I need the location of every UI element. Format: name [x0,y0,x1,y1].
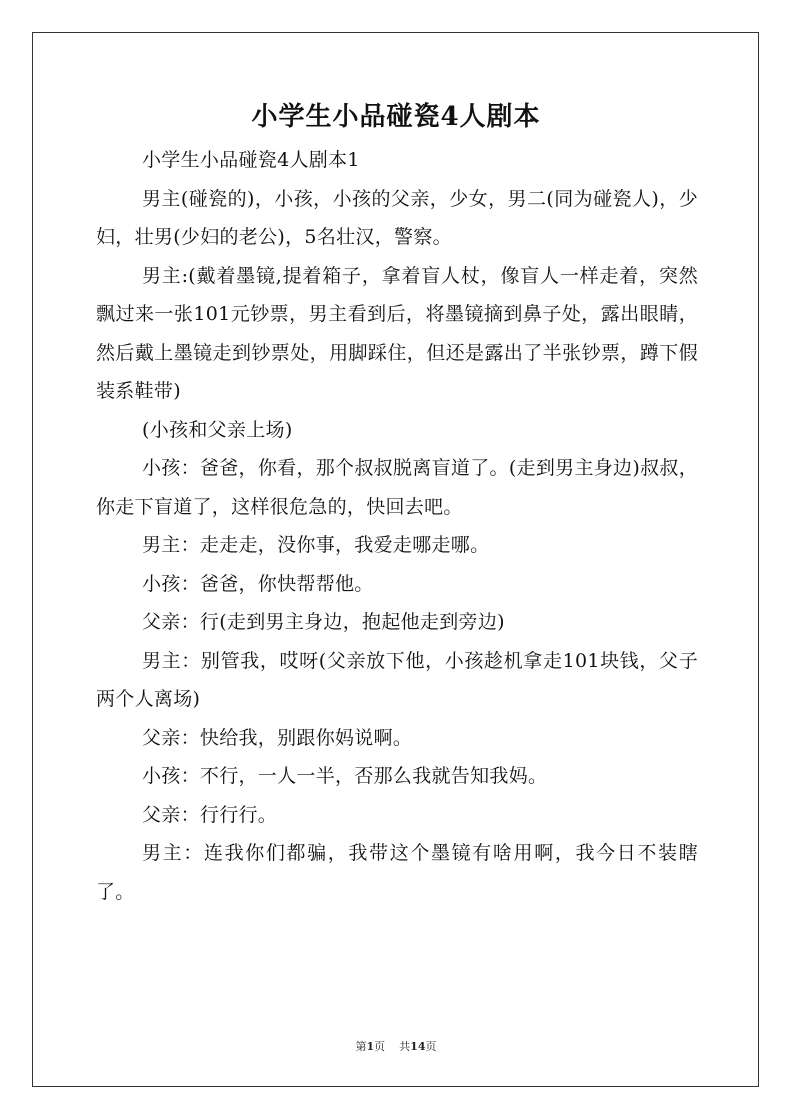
paragraph: 男主：别管我，哎呀(父亲放下他，小孩趁机拿走101块钱，父子两个人离场) [96,649,698,710]
page-footer [0,1039,792,1055]
paragraph: 父亲：快给我，别跟你妈说啊。 [142,726,413,749]
paragraph: 男主：连我你们都骗，我带这个墨镜有啥用啊，我今日不装瞎了。 [96,842,698,903]
paragraph: 小孩：爸爸，你快帮帮他。 [142,572,374,595]
page-current: 1 [366,1040,375,1053]
document-title: 小学生小品碰瓷4人剧本 [251,102,541,132]
page-suffix: 页 [374,1040,386,1053]
paragraph: (小孩和父亲上场) [142,418,293,441]
paragraph: 小孩：不行，一人一半，否那么我就告知我妈。 [142,765,548,787]
page-prefix: 第 [355,1040,367,1053]
paragraph: 男主：走走走，没你事，我爱走哪走哪。 [142,534,490,556]
paragraph: 父亲：行行行。 [142,803,278,826]
total-prefix: 共 [399,1040,411,1053]
paragraph-cast: 男主(碰瓷的)，小孩，小孩的父亲，少女，男二(同为碰瓷人)，少妇，壮男(少妇的老公)，5名壮汉，警察。 [96,187,698,248]
page-total: 14 [410,1040,426,1053]
total-suffix: 页 [425,1040,437,1053]
paragraph: 男主:(戴着墨镜,提着箱子，拿着盲人杖，像盲人一样走着，突然飘过来一张101元钞票，男主看到后，将墨镜摘到鼻子处，露出眼睛，然后戴上墨镜走到钞票处，用脚踩住，但还是露出了半张钞票，蹲下假装系鞋带) [96,264,698,402]
document-body [96,141,698,911]
paragraph-subtitle: 小学生小品碰瓷4人剧本1 [142,149,360,171]
paragraph: 父亲：行(走到男主身边，抱起他走到旁边) [142,611,505,633]
paragraph: 小孩：爸爸，你看，那个叔叔脱离盲道了。(走到男主身边)叔叔，你走下盲道了，这样很危急的，快回去吧。 [96,457,698,518]
